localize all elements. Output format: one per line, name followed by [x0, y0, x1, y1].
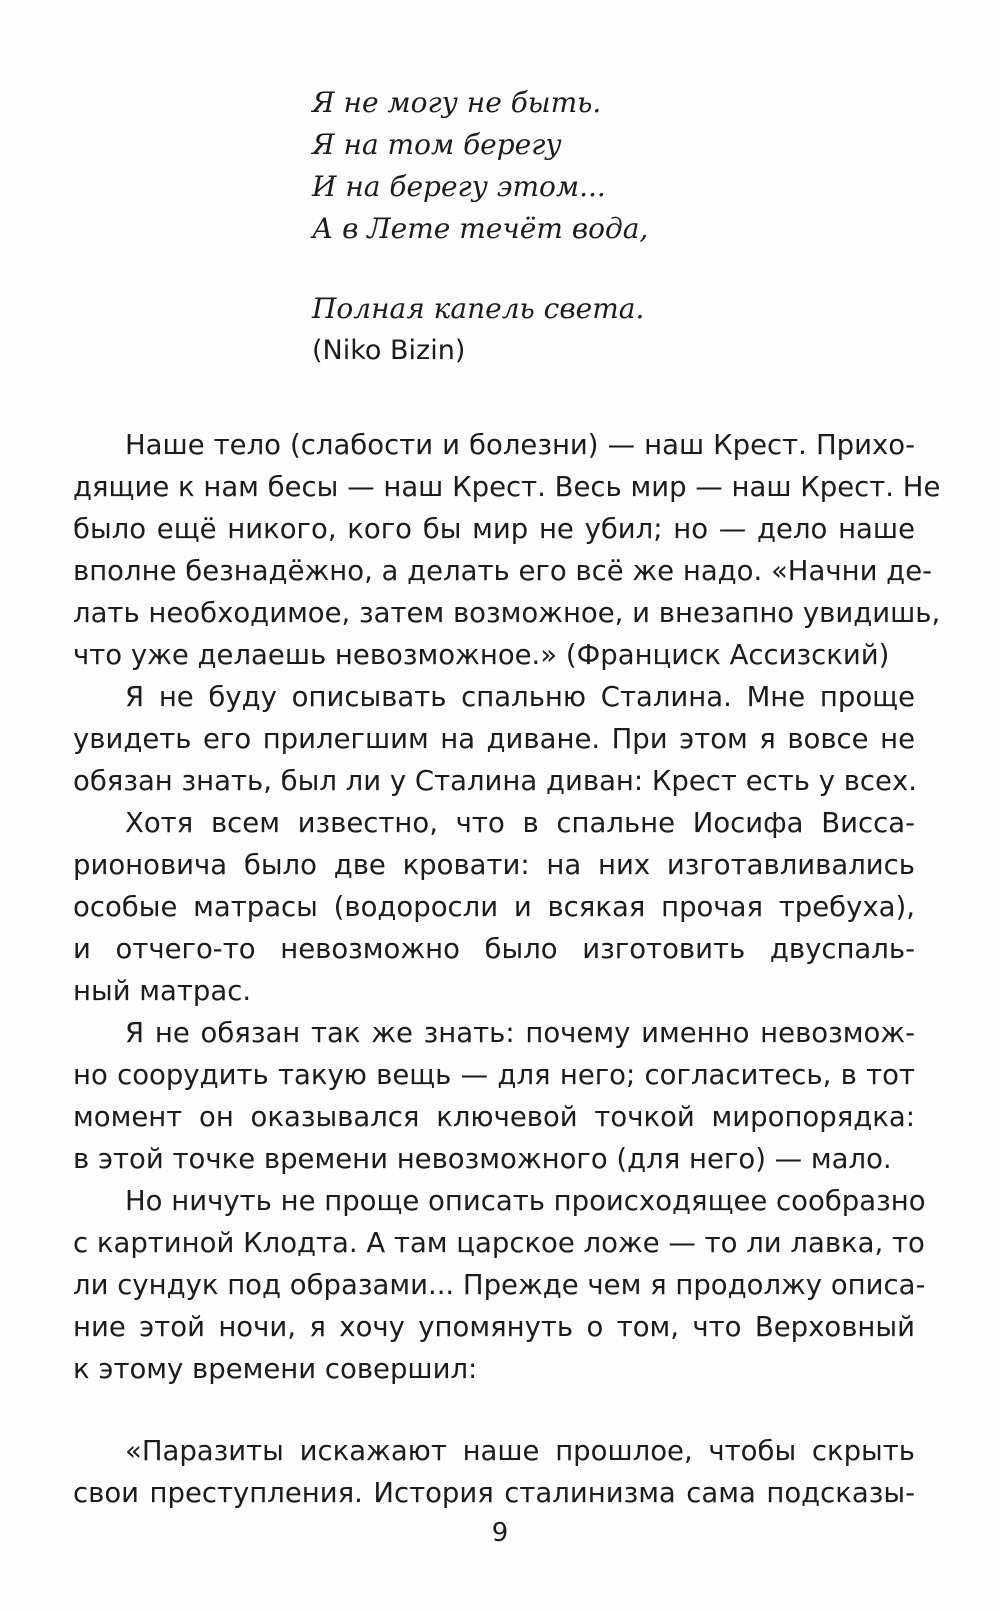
text-line: момент он оказывался ключевой точкой миропорядка:: [73, 1101, 915, 1133]
paragraph: [73, 424, 941, 676]
text-line: рионовича было две кровати: на них изготавливались: [73, 849, 915, 881]
poem-line: Я на том берегу: [312, 128, 562, 161]
quote-paragraph: [73, 1430, 915, 1514]
paragraph: [73, 1180, 926, 1390]
text-line: с картиной Клодта. А там царское ложе — то ли лавка, то: [73, 1227, 925, 1259]
text-line: Я не буду описывать спальню Сталина. Мне проще: [125, 681, 915, 713]
text-line: «Паразиты искажают наше прошлое, чтобы скрыть: [125, 1435, 915, 1467]
poem-line: И на берегу этом...: [312, 170, 606, 203]
paragraph: [73, 802, 915, 1012]
text-line: ный матрас.: [73, 975, 252, 1007]
poem-line: Я не могу не быть.: [312, 86, 602, 119]
poem-line: Полная капель света.: [312, 292, 645, 325]
text-line: в этой точке времени невозможного (для него) — мало.: [73, 1143, 892, 1175]
text-line: Я не обязан так же знать: почему именно невозмож-: [125, 1017, 915, 1049]
text-line: но соорудить такую вещь — для него; согласитесь, в тот: [73, 1059, 915, 1091]
text-line: было ещё никого, кого бы мир не убил; но — дело наше: [73, 513, 915, 545]
paragraph: [73, 1012, 915, 1180]
section-gap: [73, 1390, 915, 1430]
text-line: ли сундук под образами... Прежде чем я продолжу описа-: [73, 1269, 926, 1301]
text-line: свои преступления. История сталинизма сама подсказы-: [73, 1477, 915, 1509]
text-line: Наше тело (слабости и болезни) — наш Крест. Прихо-: [125, 429, 915, 461]
text-line: обязан знать, был ли у Сталина диван: Крест есть у всех.: [73, 765, 917, 797]
text-line: вполне безнадёжно, а делать его всё же надо. «Начни де-: [73, 555, 933, 587]
poem-line: А в Лете течёт вода,: [312, 212, 649, 245]
text-line: особые матрасы (водоросли и всякая прочая требуха),: [73, 891, 915, 923]
epigraph-poem: [312, 82, 648, 372]
text-line: Хотя всем известно, что в спальне Иосифа Висса-: [125, 807, 915, 839]
text-line: лать необходимое, затем возможное, и внезапно увидишь,: [73, 597, 941, 629]
text-line: к этому времени совершил:: [73, 1353, 478, 1385]
stanza-gap: [312, 250, 648, 288]
poem-author: (Niko Bizin): [312, 335, 466, 366]
text-line: дящие к нам бесы — наш Крест. Весь мир — наш Крест. Не: [73, 471, 941, 503]
text-line: ние этой ночи, я хочу упомянуть о том, что Верховный: [73, 1311, 915, 1343]
page-number: 9: [491, 1518, 509, 1548]
text-line: увидеть его прилегшим на диване. При этом я вовсе не: [73, 723, 915, 755]
paragraph: [73, 676, 915, 802]
text-line: Но ничуть не проще описать происходящее сообразно: [125, 1185, 926, 1217]
text-line: что уже делаешь невозможное.» (Франциск Ассизский): [73, 639, 890, 671]
body-text: [73, 424, 941, 1514]
text-line: и отчего-то невозможно было изготовить двуспаль-: [73, 933, 915, 965]
